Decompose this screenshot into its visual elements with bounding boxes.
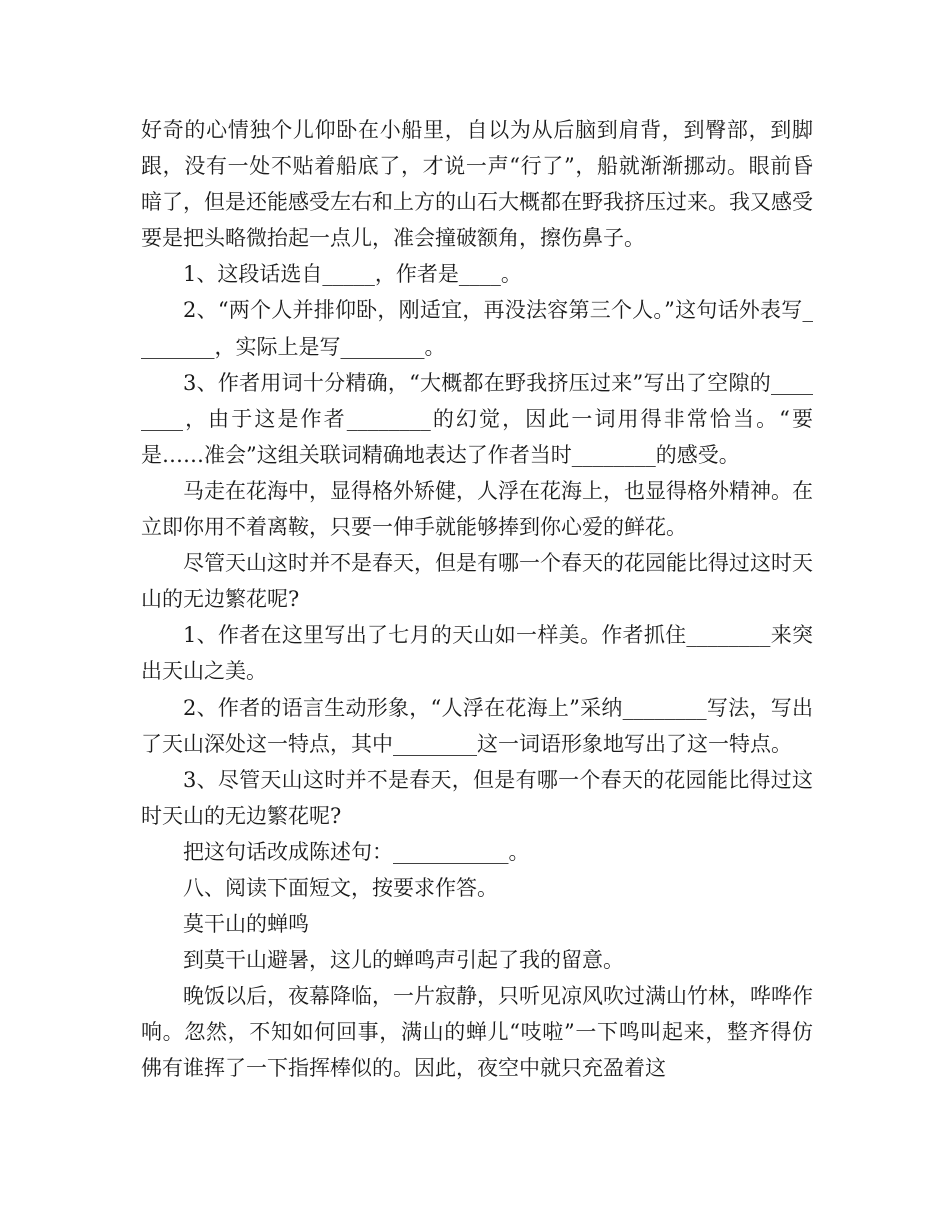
question-item: 把这句话改成陈述句：___________。 [183, 839, 530, 864]
question-item: 1、作者在这里写出了七月的天山如一样美。作者抓住________来突出天山之美。 [141, 623, 813, 684]
section-heading: 八、阅读下面短文，按要求作答。 [183, 875, 498, 900]
question-item: 3、作者用词十分精确，“大概都在野我挤压过来”写出了空隙的________，由于这是作者________的幻觉，因此一词用得非常恰当。“要是……准会”这组关联词精确地表达了作者当时________的感受。 [141, 370, 813, 467]
question-item: 1、这段话选自_____，作者是____。 [183, 262, 522, 287]
paragraph: 马走在花海中，显得格外矫健，人浮在花海上，也显得格外精神。在立即你用不着离鞍，只要一伸手就能够捧到你心爱的鲜花。 [141, 478, 813, 540]
question-item: 2、“两个人并排仰卧，刚适宜，再没法容第三个人。”这句话外表写________，实际上是写________。 [141, 298, 813, 359]
paragraph: 到莫干山避暑，这儿的蝉鸣声引起了我的留意。 [183, 948, 624, 973]
question-item: 2、作者的语言生动形象，“人浮在花海上”采纳________写法，写出了天山深处这一特点，其中________这一词语形象地写出了这一特点。 [141, 695, 813, 756]
paragraph: 晚饭以后，夜幕降临，一片寂静，只听见凉风吹过满山竹林，哗哗作响。忽然，不知如何回事，满山的蝉儿“吱啦”一下鸣叫起来，整齐得仿佛有谁挥了一下指挥棒似的。因此，夜空中就只充盈着这 [141, 984, 813, 1081]
question-item: 3、尽管天山这时并不是春天，但是有哪一个春天的花园能比得过这时天山的无边繁花呢? [141, 767, 813, 828]
paragraph: 好奇的心情独个儿仰卧在小船里，自以为从后脑到肩背，到臀部，到脚跟，没有一处不贴着船底了，才说一声“行了”，船就渐渐挪动。眼前昏暗了，但是还能感受左右和上方的山石大概都在野我挤压过来。我又感受要是把头略微抬起一点儿，准会撞破额角，擦伤鼻子。 [141, 118, 813, 251]
paragraph: 尽管天山这时并不是春天，但是有哪一个春天的花园能比得过这时天山的无边繁花呢? [141, 551, 813, 612]
document-body [141, 112, 813, 1087]
passage-title: 莫干山的蝉鸣 [183, 912, 309, 937]
